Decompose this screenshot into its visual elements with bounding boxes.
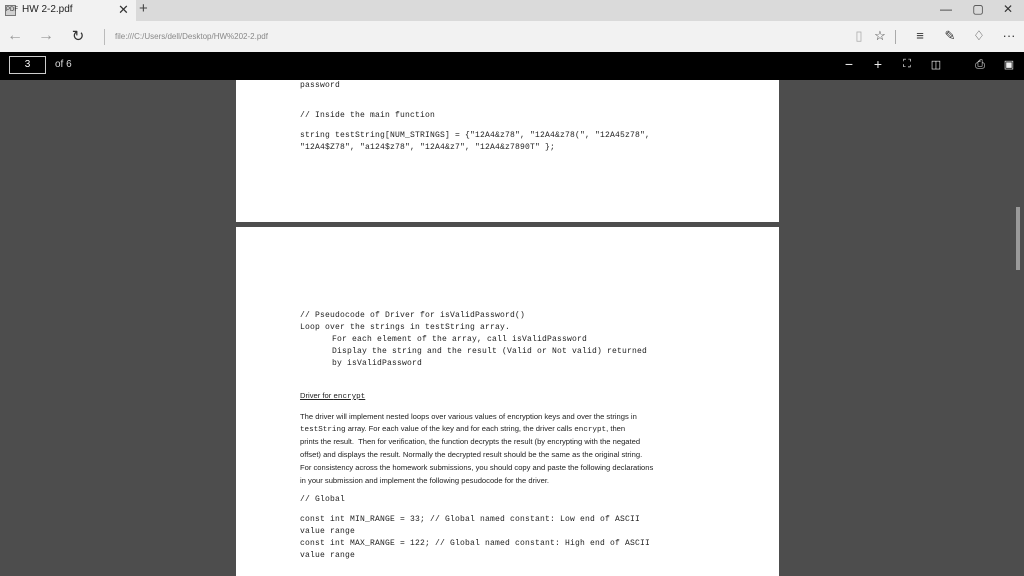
fit-page-icon[interactable]: ⛶ [903,58,911,70]
code-line: password [300,81,341,90]
code-line: Display the string and the result (Valid or Not valid) returned [332,347,648,356]
code-line: const int MIN_RANGE = 33; // Global named constant: Low end of ASCII [300,515,641,524]
new-tab-button[interactable]: + [139,0,148,17]
zoom-out-icon[interactable]: − [844,56,854,72]
code-line: "12A4$Z78", "a124$z78", "12A4&z7", "12A4&z7890T" }; [300,143,556,152]
paragraph-line: The driver will implement nested loops over various values of encryption keys and over the strings in [300,412,637,421]
code-comment: // Pseudocode of Driver for isValidPassword() [300,311,526,320]
code-comment: // Global [300,495,346,504]
paragraph-line: offset) and displays the result. Normally the decrypted result should be the same as the original string. [300,450,643,459]
code-line: by isValidPassword [332,359,423,368]
paragraph-line: in your submission and implement the following pesudocode for the driver. [300,476,550,485]
code-comment: // Inside the main function [300,111,436,120]
restore-button[interactable]: ▢ [972,2,984,16]
code-line: value range [300,527,356,536]
more-icon[interactable]: ··· [1002,28,1016,43]
refresh-icon[interactable]: ↻ [71,28,85,45]
favorite-star-icon[interactable]: ☆ [874,28,886,43]
share-icon[interactable]: ♢ [973,28,985,43]
back-icon[interactable]: ← [7,27,23,44]
reading-view-icon[interactable]: ▯ [855,28,863,43]
forward-icon[interactable]: → [38,27,54,44]
address-bar[interactable]: file:///C:/Users/dell/Desktop/HW%202-2.pdf [115,32,268,41]
code-line: For each element of the array, call isValidPassword [332,335,588,344]
paragraph-line: testString array. For each value of the key and for each string, the driver calls encrypt, then [300,424,626,434]
code-line: const int MAX_RANGE = 122; // Global named constant: High end of ASCII [300,539,651,548]
page-number-input[interactable]: 3 [9,56,46,74]
pdf-file-icon: PDF [5,5,16,16]
paragraph-line: For consistency across the homework submissions, you should copy and paste the following declarations [300,463,654,472]
scrollbar-thumb[interactable] [1016,207,1020,270]
navigation-bar [0,21,1024,53]
save-icon[interactable]: ▣ [1003,59,1015,71]
two-page-icon[interactable]: ◫ [930,59,942,71]
zoom-in-icon[interactable]: + [873,56,883,72]
toolbar-divider [895,30,896,44]
close-window-button[interactable]: ✕ [1002,2,1014,16]
print-icon[interactable]: ⎙ [975,57,985,71]
pdf-page-3 [236,227,779,576]
web-note-icon[interactable]: ✎ [944,28,956,43]
page-count: of 6 [55,59,72,70]
close-tab-icon[interactable]: ✕ [118,2,129,17]
title-bar [0,0,1024,21]
code-line: Loop over the strings in testString array. [300,323,511,332]
browser-tab[interactable] [0,0,136,21]
code-line: string testString[NUM_STRINGS] = {"12A4&z78", "12A4&z78(", "12A45z78", [300,131,651,140]
paragraph-line: prints the result. Then for verification, the function decrypts the result (by encrypting with the negated [300,437,641,446]
hub-icon[interactable]: ≡ [916,28,924,43]
tab-title: HW 2-2.pdf [22,4,73,15]
code-line: value range [300,551,356,560]
section-heading: Driver for encrypt [300,391,366,401]
address-divider [104,29,105,45]
minimize-button[interactable]: — [940,2,952,16]
